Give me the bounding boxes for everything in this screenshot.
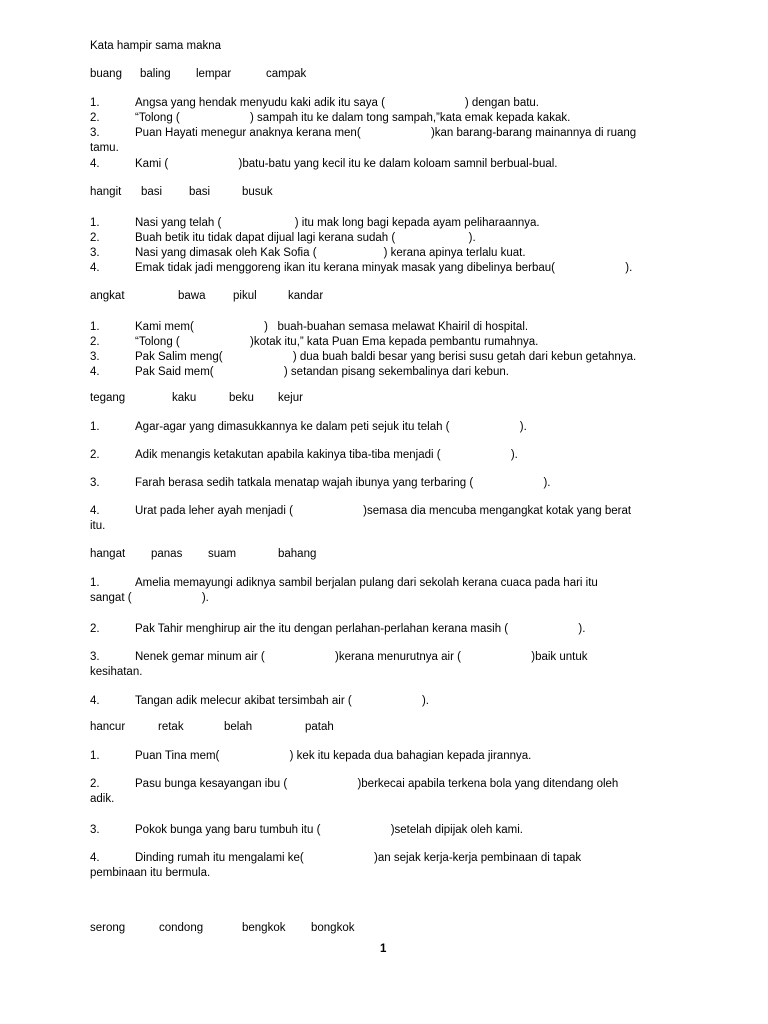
question-item	[0, 96, 768, 111]
word-option: bawa	[178, 290, 206, 302]
word-option: panas	[151, 548, 183, 560]
question-item	[0, 504, 768, 534]
question-item	[0, 576, 768, 606]
question-item	[0, 777, 768, 807]
question-number: 1.	[90, 321, 100, 333]
question-text: Nasi yang telah ( ) itu mak long bagi kepada ayam peliharaannya.	[135, 217, 540, 229]
word-group-section	[0, 922, 768, 938]
question-text: “Tolong ( ) sampah itu ke dalam tong sampah,”kata emak kepada kakak.	[135, 112, 571, 124]
word-option: lempar	[196, 68, 232, 80]
word-option: beku	[229, 392, 254, 404]
word-option: hangit	[90, 186, 122, 198]
word-option: busuk	[242, 186, 273, 198]
question-text: Kami ( )batu-batu yang kecil itu ke dalam koloam samnil berbual-bual.	[135, 158, 558, 170]
question-item	[0, 126, 768, 156]
question-text-continuation: sangat ( ).	[90, 592, 209, 604]
question-item	[0, 749, 768, 764]
question-text: “Tolong ( )kotak itu,” kata Puan Ema kepada pembantu rumahnya.	[135, 336, 539, 348]
word-option: campak	[266, 68, 307, 80]
question-text-continuation: adik.	[90, 793, 115, 805]
word-option: suam	[208, 548, 237, 560]
word-group-section	[0, 392, 768, 532]
question-number: 4.	[90, 262, 100, 274]
question-text: Nenek gemar minum air ( )kerana menurutnya air ( )baik untuk	[135, 651, 588, 663]
question-number: 1.	[90, 750, 100, 762]
question-text-continuation: pembinaan itu bermula.	[90, 867, 211, 879]
word-option: buang	[90, 68, 122, 80]
word-group	[0, 922, 768, 938]
question-number: 3.	[90, 247, 100, 259]
question-number: 4.	[90, 695, 100, 707]
question-item	[0, 216, 768, 231]
word-option: bahang	[278, 548, 317, 560]
question-item	[0, 261, 768, 276]
question-number: 2.	[90, 449, 100, 461]
word-option: kandar	[288, 290, 324, 302]
word-option: pikul	[233, 290, 257, 302]
word-group	[0, 186, 768, 202]
question-number: 2.	[90, 623, 100, 635]
question-number: 2.	[90, 112, 100, 124]
question-text: Pak Salim meng( ) dua buah baldi besar yang berisi susu getah dari kebun getahnya.	[135, 351, 637, 363]
question-item	[0, 448, 768, 463]
question-item	[0, 476, 768, 491]
word-option: basi	[141, 186, 163, 198]
word-option: tegang	[90, 392, 126, 404]
question-number: 3.	[90, 351, 100, 363]
word-group	[0, 721, 768, 737]
word-option: hangat	[90, 548, 126, 560]
question-text: Puan Tina mem( ) kek itu kepada dua bahagian kepada jirannya.	[135, 750, 532, 762]
word-group	[0, 392, 768, 408]
question-number: 4.	[90, 505, 100, 517]
word-option: belah	[224, 721, 253, 733]
question-item	[0, 851, 768, 881]
question-number: 3.	[90, 127, 100, 139]
question-number: 4.	[90, 366, 100, 378]
question-text: Agar-agar yang dimasukkannya ke dalam peti sejuk itu telah ( ).	[135, 421, 527, 433]
question-text: Farah berasa sedih tatkala menatap wajah ibunya yang terbaring ( ).	[135, 477, 551, 489]
question-item	[0, 231, 768, 246]
question-text: Urat pada leher ayah menjadi ( )semasa dia mencuba mengangkat kotak yang berat	[135, 505, 632, 517]
word-option: hancur	[90, 721, 126, 733]
question-text: Kami mem( ) buah-buahan semasa melawat Khairil di hospital.	[135, 321, 529, 333]
question-item	[0, 157, 768, 172]
question-text: Tangan adik melecur akibat tersimbah air ( ).	[135, 695, 430, 707]
word-group	[0, 68, 768, 84]
question-item	[0, 111, 768, 126]
question-text: Pokok bunga yang baru tumbuh itu ( )setelah dipijak oleh kami.	[135, 824, 524, 836]
question-item	[0, 694, 768, 709]
question-text: Pasu bunga kesayangan ibu ( )berkecai apabila terkena bola yang ditendang oleh	[135, 778, 619, 790]
question-text: Adik menangis ketakutan apabila kakinya tiba-tiba menjadi ( ).	[135, 449, 518, 461]
question-number: 1.	[90, 217, 100, 229]
word-group	[0, 290, 768, 306]
question-item	[0, 365, 768, 380]
question-number: 2.	[90, 232, 100, 244]
question-text: Pak Said mem( ) setandan pisang sekembalinya dari kebun.	[135, 366, 509, 378]
word-option: angkat	[90, 290, 125, 302]
question-number: 2.	[90, 336, 100, 348]
question-item	[0, 246, 768, 261]
question-text: Pak Tahir menghirup air the itu dengan perlahan-perlahan kerana masih ( ).	[135, 623, 586, 635]
word-group-section	[0, 186, 768, 274]
question-item	[0, 650, 768, 680]
word-group	[0, 548, 768, 564]
question-text: Buah betik itu tidak dapat dijual lagi kerana sudah ( ).	[135, 232, 476, 244]
question-text-continuation: kesihatan.	[90, 666, 143, 678]
question-number: 4.	[90, 158, 100, 170]
word-option: retak	[158, 721, 184, 733]
word-option: condong	[159, 922, 204, 934]
question-item	[0, 622, 768, 637]
question-text: Dinding rumah itu mengalami ke( )an sejak kerja-kerja pembinaan di tapak	[135, 852, 582, 864]
word-group-section	[0, 290, 768, 378]
question-number: 1.	[90, 97, 100, 109]
word-option: basi	[189, 186, 211, 198]
question-text-continuation: tamu.	[90, 142, 119, 154]
question-text: Puan Hayati menegur anaknya kerana men( )kan barang-barang mainannya di ruang	[135, 127, 637, 139]
question-number: 3.	[90, 824, 100, 836]
word-group-section	[0, 68, 768, 170]
word-option: baling	[140, 68, 171, 80]
word-group-section	[0, 548, 768, 707]
question-text: Angsa yang hendak menyudu kaki adik itu saya ( ) dengan batu.	[135, 97, 540, 109]
word-option: kejur	[278, 392, 303, 404]
word-option: kaku	[172, 392, 197, 404]
question-item	[0, 823, 768, 838]
question-item	[0, 335, 768, 350]
word-group-section	[0, 721, 768, 879]
question-text: Nasi yang dimasak oleh Kak Sofia ( ) kerana apinya terlalu kuat.	[135, 247, 526, 259]
question-number: 1.	[90, 577, 100, 589]
question-item	[0, 320, 768, 335]
question-number: 3.	[90, 651, 100, 663]
question-text: Amelia memayungi adiknya sambil berjalan pulang dari sekolah kerana cuaca pada hari itu	[135, 577, 598, 589]
question-text-continuation: itu.	[90, 520, 106, 532]
question-number: 4.	[90, 852, 100, 864]
question-item	[0, 420, 768, 435]
question-number: 2.	[90, 778, 100, 790]
page-number: 1	[380, 943, 387, 955]
question-text: Emak tidak jadi menggoreng ikan itu kerana minyak masak yang dibelinya berbau( ).	[135, 262, 633, 274]
word-option: bongkok	[311, 922, 355, 934]
question-number: 1.	[90, 421, 100, 433]
question-number: 3.	[90, 477, 100, 489]
word-option: bengkok	[242, 922, 286, 934]
word-option: patah	[305, 721, 334, 733]
question-item	[0, 350, 768, 365]
word-option: serong	[90, 922, 126, 934]
page-title: Kata hampir sama makna	[90, 40, 222, 52]
